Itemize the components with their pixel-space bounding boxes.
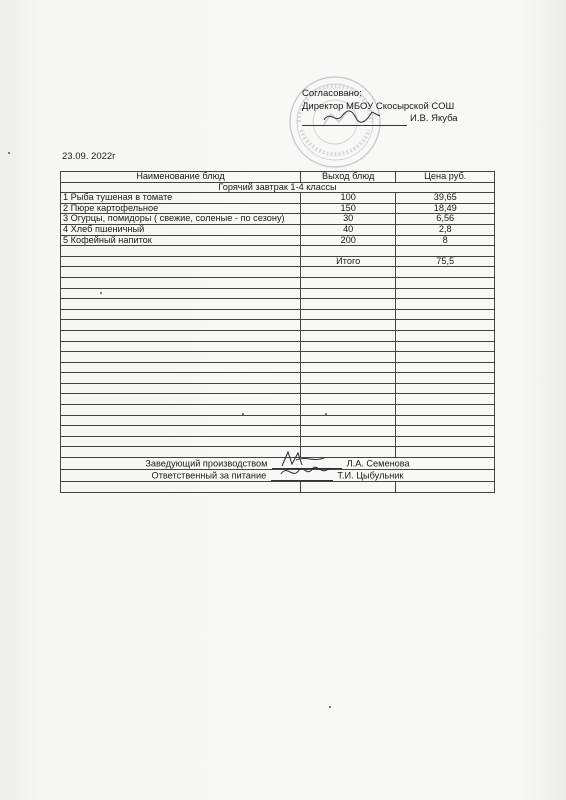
empty-row xyxy=(61,309,495,320)
nutrition-signature-scribble xyxy=(277,462,331,482)
dish-output: 100 xyxy=(300,193,396,204)
dish-name: 3 Огурцы, помидоры ( свежие, соленые - по сезону) xyxy=(61,214,301,225)
dish-price: 18,49 xyxy=(396,203,495,214)
signature-row-nutrition xyxy=(61,470,495,482)
director-signature-scribble xyxy=(322,108,382,126)
dish-price: 2,8 xyxy=(396,224,495,235)
header-dish-name: Наименование блюд xyxy=(61,172,301,183)
approval-heading: Согласовано: xyxy=(302,88,362,99)
nutrition-label: Ответственный за питание xyxy=(151,470,267,481)
empty-row xyxy=(61,352,495,363)
empty-row xyxy=(61,426,495,437)
empty-row xyxy=(61,277,495,288)
empty-row xyxy=(61,267,495,278)
empty-row xyxy=(61,341,495,352)
nutrition-signature xyxy=(271,470,333,481)
dish-output: 30 xyxy=(300,214,396,225)
total-label: Итого xyxy=(300,256,396,267)
section-title: Горячий завтрак 1-4 классы xyxy=(61,182,495,193)
empty-row xyxy=(61,299,495,310)
approval-block xyxy=(302,88,472,126)
production-head-label: Заведующий производством xyxy=(145,458,268,469)
document-date: 23.09. 2022г xyxy=(62,151,116,162)
dish-price: 39,65 xyxy=(396,193,495,204)
empty-row xyxy=(61,405,495,416)
table-row xyxy=(61,214,495,225)
empty-row xyxy=(61,330,495,341)
nutrition-name: Т.И. Цыбульник xyxy=(337,470,404,481)
dish-output: 40 xyxy=(300,224,396,235)
empty-row xyxy=(61,415,495,426)
empty-row xyxy=(61,246,495,257)
approval-signer-name: И.В. Якуба xyxy=(410,113,458,124)
scan-speck xyxy=(8,152,10,154)
approval-signature-line xyxy=(302,113,472,126)
dish-output: 200 xyxy=(300,235,396,246)
section-row xyxy=(61,182,495,193)
production-head-name: Л.А. Семенова xyxy=(346,458,410,469)
total-row xyxy=(61,256,495,267)
header-price: Цена руб. xyxy=(396,172,495,183)
scan-speck xyxy=(325,413,327,415)
empty-row xyxy=(61,320,495,331)
empty-row xyxy=(61,394,495,405)
header-output: Выход блюд xyxy=(300,172,396,183)
table-row xyxy=(61,203,495,214)
dish-price: 8 xyxy=(396,235,495,246)
empty-row xyxy=(61,482,495,493)
dish-price: 6,56 xyxy=(396,214,495,225)
director-signature xyxy=(302,114,407,126)
empty-row xyxy=(61,288,495,299)
dish-name: 1 Рыба тушеная в томате xyxy=(61,193,301,204)
dish-name: 4 Хлеб пшеничный xyxy=(61,224,301,235)
dish-name: 2 Пюре картофельное xyxy=(61,203,301,214)
empty-row xyxy=(61,436,495,447)
scan-speck xyxy=(329,706,331,708)
dish-name: 5 Кофейный напиток xyxy=(61,235,301,246)
empty-row xyxy=(61,383,495,394)
empty-row xyxy=(61,373,495,384)
approval-director-title: Директор МБОУ Скосырской СОШ xyxy=(302,100,455,112)
table-row xyxy=(61,224,495,235)
menu-table xyxy=(60,171,495,493)
table-row xyxy=(61,235,495,246)
scan-speck xyxy=(100,292,102,294)
empty-row xyxy=(61,362,495,373)
table-row xyxy=(61,193,495,204)
dish-output: 150 xyxy=(300,203,396,214)
total-value: 75,5 xyxy=(396,256,495,267)
scan-speck xyxy=(242,413,244,415)
table-header-row xyxy=(61,172,495,183)
